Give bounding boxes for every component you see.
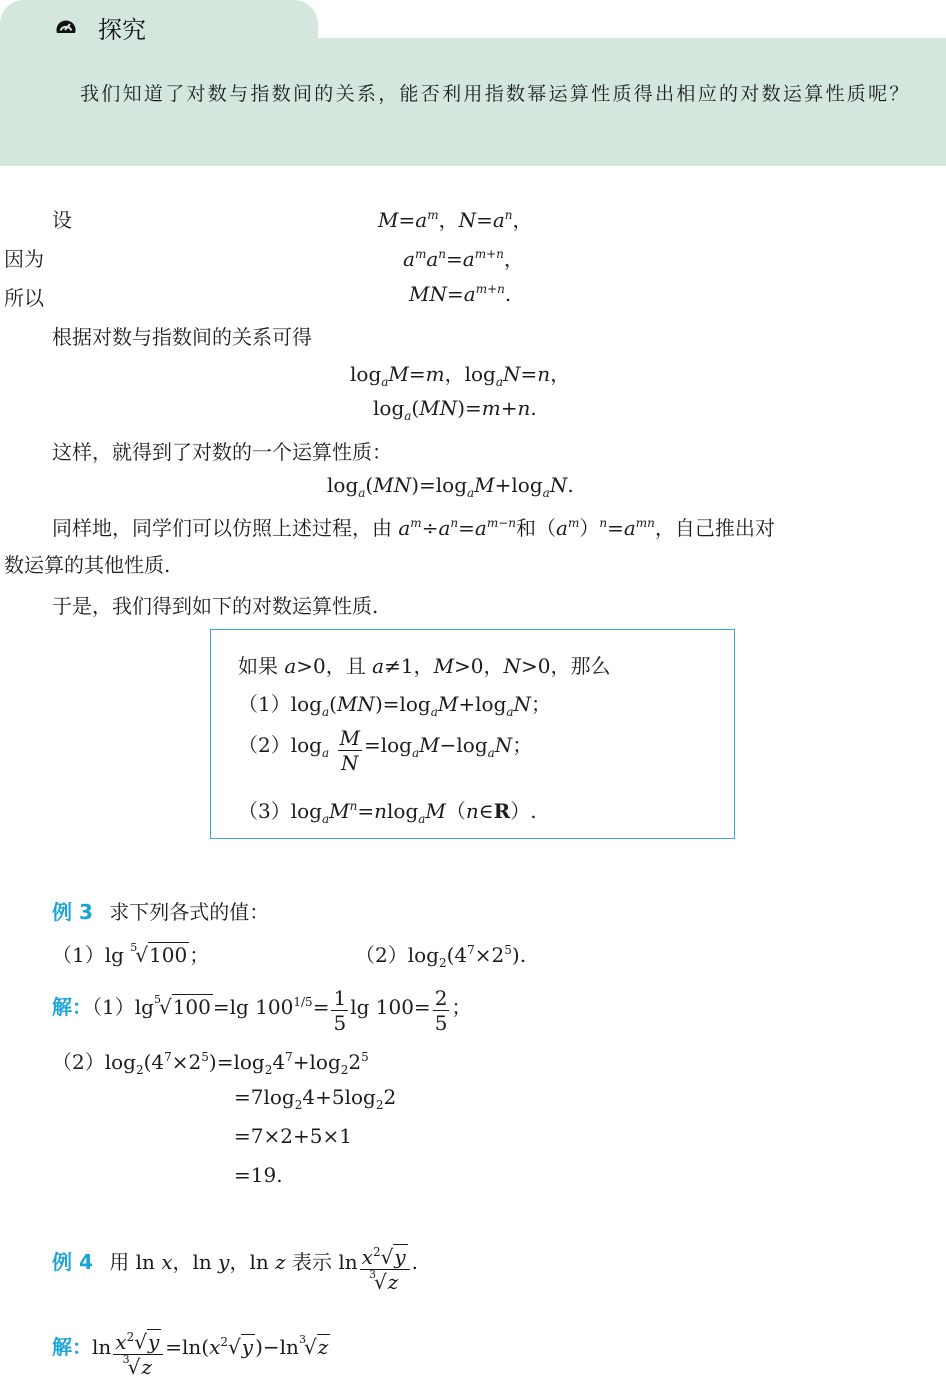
- q2-label: （2）: [355, 943, 408, 967]
- imitate-text-b: ，自己推出对: [654, 516, 775, 540]
- example3-solution-1: 解：$(1)\lg^5√100 =\lg$ $100^{1/5}=$ $\frac{1}{5}$ lg 100= $\frac{2}{5}$ ；: [52, 986, 472, 1035]
- sol2-label: （2）: [52, 1050, 105, 1074]
- condition-prefix: 如果: [238, 654, 278, 678]
- rule-2: $(2)\log_a$ $\frac{M}{N}$ $=\log_aM-\log_aN$；: [238, 726, 533, 775]
- example4-label: 例 4: [52, 1250, 93, 1274]
- example4-prompt-b: 表示: [292, 1250, 333, 1274]
- example3-q2: $(2)\log_2(4^7\times 2^5)$.: [355, 943, 527, 970]
- solution-final: =19.: [234, 1163, 283, 1187]
- rules-condition: 如果 a>0，且 a≠1，M>0，N>0，那么: [238, 654, 611, 678]
- result-sentence: 这样，就得到了对数的一个运算性质：: [52, 440, 392, 464]
- rule-3-label: （3）: [238, 799, 291, 823]
- conclusion: 于是，我们得到如下的对数运算性质.: [52, 594, 379, 618]
- because-word: 因为: [4, 247, 44, 271]
- explore-title: 探究: [98, 16, 146, 44]
- example4-solution: 解：ln $\frac{x^2√y}{^3√z}$ $=\ln(x^2√y$ )$-\ln^3√z$: [52, 1330, 329, 1379]
- explore-icon: [55, 15, 77, 35]
- solution-label-4: 解：: [52, 1335, 92, 1359]
- explore-text: 我们知道了对数与指数间的关系，能否利用指数幂运算性质得出相应的对数运算性质呢？: [80, 83, 911, 105]
- example3-solution-2: $(2)\log_2(4^7\times 2^5)=\log_24^7+\log_22^5$: [52, 1050, 369, 1077]
- imitate-line: 同样地，同学们可以仿照上述过程，由 $a^m\div a^n=a^{m-n}$和$(a^m)^n=a^{mn}$，自己推出对: [52, 516, 775, 540]
- formula-logs: $\log_aM=m$，$\log_aN=n$，: [350, 362, 571, 389]
- rule-1: $(1)\log_a(MN)=\log_aM+\log_aN$；: [238, 692, 552, 719]
- formula-let: $M=a^m$，$N=a^n$，: [378, 208, 533, 232]
- imitate-text-c: 数运算的其他性质.: [4, 553, 171, 577]
- imitate-and: 和: [516, 516, 536, 540]
- example3-label: 例 3: [52, 900, 93, 924]
- condition-suffix: 那么: [570, 654, 611, 678]
- formula-so: $MN=a^{m+n}$.: [409, 282, 512, 306]
- imitate-text-a: 同样地，同学们可以仿照上述过程，由: [52, 516, 392, 540]
- so-word: 所以: [4, 286, 44, 310]
- rule-2-label: （2）: [238, 733, 291, 757]
- example4-prompt-a: 用: [109, 1250, 130, 1274]
- relation-sentence: 根据对数与指数间的关系可得: [52, 325, 312, 349]
- example3-prompt: 求下列各式的值：: [109, 900, 270, 924]
- condition-mid: 且: [345, 654, 366, 678]
- q1-label: （1）: [52, 943, 105, 967]
- formula-because: $a^ma^n=a^{m+n}$，: [403, 247, 524, 271]
- example3-q1: （1）lg $^5$√100 ；: [52, 941, 210, 967]
- formula-log-mn: $\log_a(MN)=m+n$.: [373, 396, 537, 423]
- example4-title: 例 4 用 ln x，ln y，ln z 表示 ln $\frac{x^2√y}{^3√z}$ .: [52, 1245, 419, 1294]
- example3-title: [52, 896, 269, 925]
- let-word: 设: [52, 208, 72, 232]
- solution-step-3: =7×2+5×1: [234, 1124, 352, 1148]
- rule-3: $(3)\log_aM^n=nlog_aM(n\in R)$.: [238, 799, 537, 826]
- solution-step-2: $=7\log_24+5\log_22$: [234, 1085, 397, 1112]
- rule-1-label: （1）: [238, 692, 291, 716]
- solution-label-3: 解：: [52, 995, 92, 1019]
- formula-product-rule: $\log_a(MN)=\log_aM+\log_aN$.: [327, 473, 574, 500]
- sol1-label: （1）: [92, 995, 135, 1019]
